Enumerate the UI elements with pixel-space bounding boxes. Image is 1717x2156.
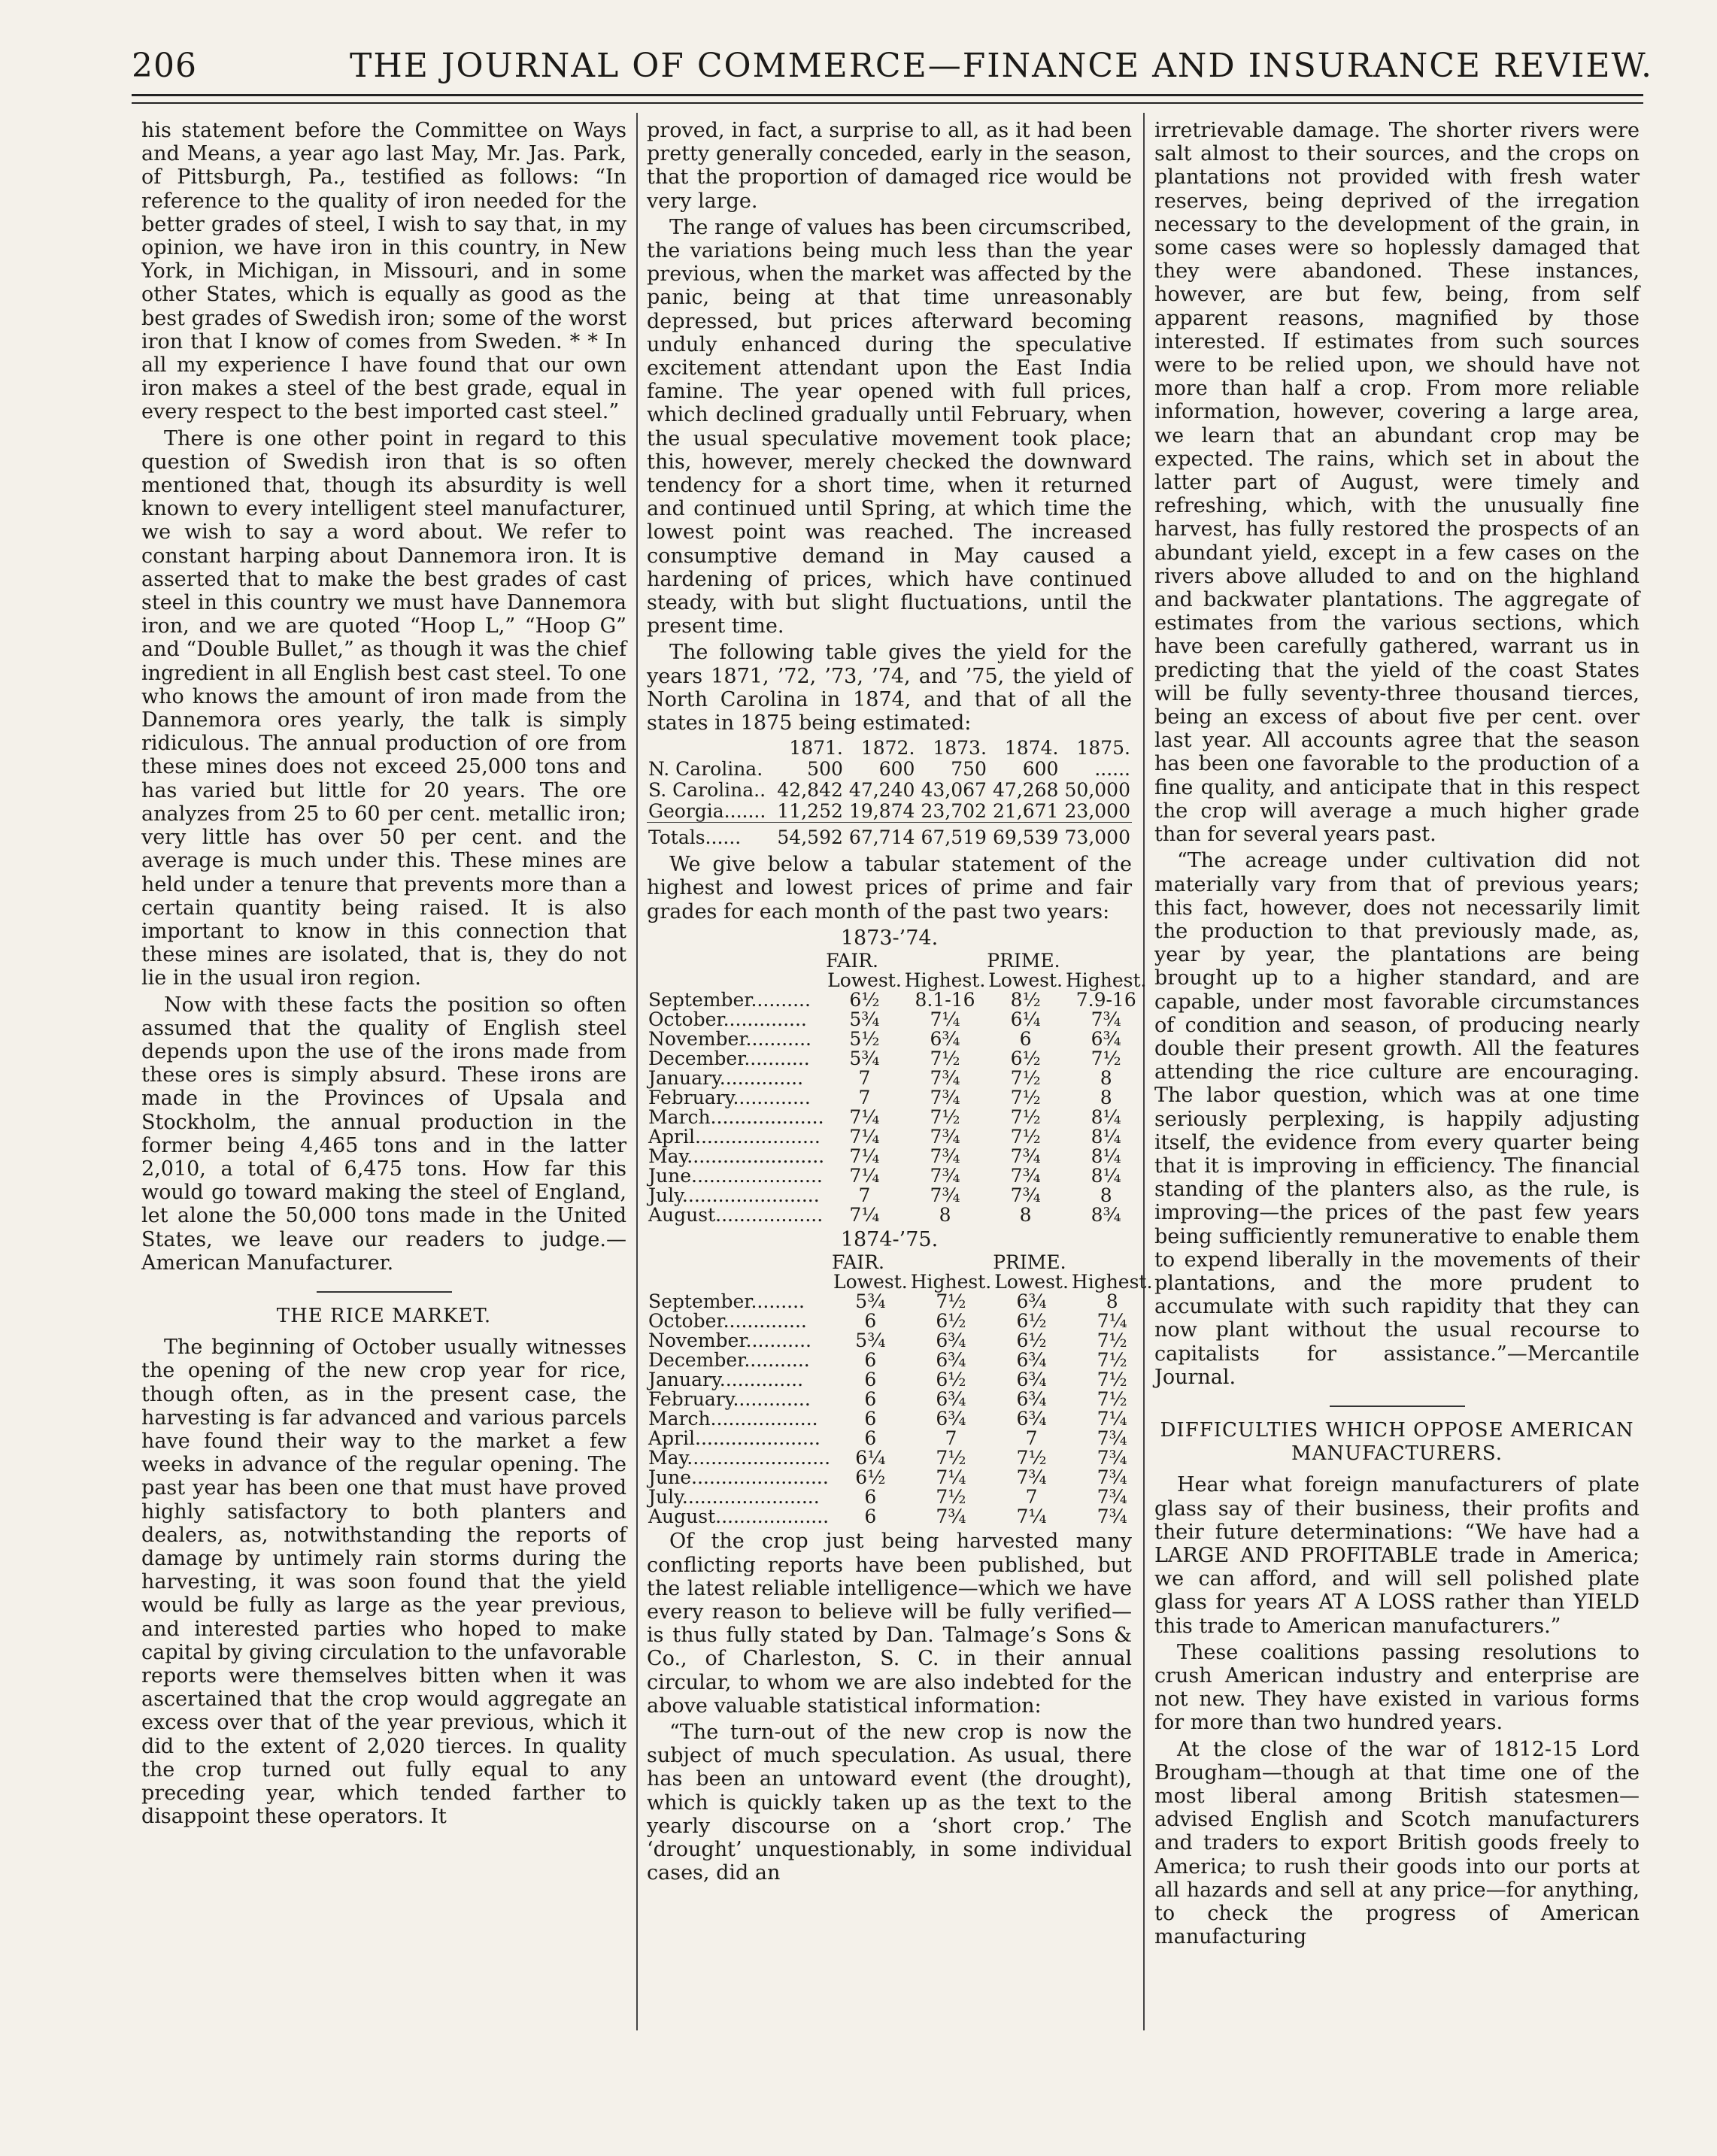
price-cell: 7¼	[1016, 1506, 1047, 1528]
price-table-1873-74	[647, 951, 1148, 1225]
table-row	[647, 801, 1132, 823]
paragraph: “The acreage under cultivation did not materially vary from that of previous years; this fact, however, does not necessarily limit the production to that previously made, as, year by year, the plantations are being brought up to a higher standard, and are capable, under most favorable circumstances of condition and season, of producing nearly double their present growth. All the features attending the rice culture are encouraging. The labor question, which was at one time seriously perplexing, is happily adjusting itself, the evidence from every quarter being that it is improving in efficiency. The financial standing of the planters also, as the rule, is improving—the prices of the past few years being sufficiently remunerative to enable them to expend liberally in the movements of their plantations, and the more prudent to accumulate with such rapidity that they can now plant without the usual recourse to capitalists for assistance.”—Mercantile Journal.	[1154, 849, 1640, 1389]
price-cell: 6½	[849, 989, 880, 1011]
price-cell: 7¾	[1010, 1184, 1041, 1207]
price-cell: 6	[864, 1349, 877, 1372]
price-cell: 6¾	[936, 1330, 966, 1352]
price-cell: 5¾	[855, 1330, 886, 1352]
cell: 19,874	[848, 800, 915, 823]
price-cell: 7½	[1097, 1330, 1127, 1352]
price-cell: 7	[945, 1427, 957, 1450]
price-cell: 8	[1100, 1087, 1112, 1109]
price-cell: 6¼	[855, 1447, 886, 1469]
table-row	[647, 1311, 1154, 1331]
price-cell: 7¼	[849, 1165, 880, 1187]
column-header: Lowest.	[833, 1271, 908, 1293]
cell: 600	[1022, 758, 1059, 781]
column-header: Highest.	[904, 969, 986, 992]
table-row	[647, 1029, 1148, 1049]
paragraph: Of the crop just being harvested many conflicting reports have been published, but the latest reliable intelligence—which we have every reason to believe will be fully verified—is thus fully stated by Dan. Talmage’s Sons & Co., of Charleston, S. C. in their annual circular, to whom we are also indebted for the above valuable statistical information:	[647, 1530, 1132, 1718]
price-cell: 7	[858, 1087, 871, 1109]
price-table-1874-75	[647, 1253, 1154, 1527]
cell: 42,842	[777, 779, 843, 802]
paragraph: The beginning of October usually witnesses the opening of the new crop year for rice, though often, as in the present case, the harvesting is far advanced and various parcels have found their way to the market a few weeks in advance of the regular opening. The past year has been one that must have proved highly satisfactory to both planters and dealers, as, notwithstanding the reports of damage by untimely rain storms during the harvesting, it was soon found that the yield would be fully as large as the year previous, and interested parties who hoped to make capital by giving circulation to the unfavorable reports were themselves bitten when it was ascertained that the crop would aggregate an excess over that of the year previous, which it did to the extent of 2,020 tierces. In quality the crop turned out fully equal to any preceding year, which tended farther to disappoint these operators. It	[141, 1336, 626, 1829]
table-row	[647, 1487, 1154, 1507]
month-label: August..................	[648, 1204, 824, 1227]
difficulties-heading: DIFFICULTIES WHICH OPPOSE AMERICAN MANUFACTURERS.	[1160, 1418, 1634, 1466]
column-header: Lowest.	[994, 1271, 1069, 1293]
prime-header: PRIME.	[993, 1251, 1066, 1274]
table-row	[647, 1049, 1148, 1069]
table-row	[647, 780, 1132, 801]
price-cell: 7¾	[930, 1165, 960, 1187]
price-cell: 5¾	[849, 1008, 880, 1031]
month-label: July.......................	[648, 1184, 820, 1207]
cell: 47,240	[848, 779, 915, 802]
header-rule-thin	[132, 102, 1643, 104]
price-cell: 7¼	[849, 1145, 880, 1168]
month-label: April.....................	[648, 1126, 821, 1148]
price-cell: 6	[864, 1427, 877, 1450]
month-label: February.............	[648, 1388, 811, 1411]
fair-header: FAIR.	[826, 950, 878, 972]
price-cell: 7¾	[930, 1067, 960, 1090]
price-cell: 7¾	[1097, 1466, 1127, 1489]
price-cell: 7½	[1091, 1048, 1121, 1070]
rice-market-heading: THE RICE MARKET.	[276, 1304, 492, 1327]
table-row	[647, 1370, 1154, 1390]
paragraph: “The turn-out of the new crop is now the subject of much speculation. As usual, there has been an untoward event (the drought), which is quickly taken up as the text to the yearly discourse on a ‘short crop.’ The ‘drought’ unquestionably, in some individual cases, did an	[647, 1720, 1132, 1885]
price-cell: 7¾	[930, 1087, 960, 1109]
price-cell: 7½	[1097, 1349, 1127, 1372]
price-cell: 7¾	[930, 1184, 960, 1207]
price-cell: 8¼	[1091, 1145, 1121, 1168]
price-cell: 7	[858, 1184, 871, 1207]
price-cell: 6¾	[1016, 1349, 1047, 1372]
cell: 50,000	[1064, 779, 1130, 802]
price-cell: 7¼	[936, 1466, 966, 1489]
month-label: May........................	[648, 1447, 831, 1469]
header-rule-thick	[132, 94, 1643, 96]
price-cell: 7	[858, 1067, 871, 1090]
price-cell: 7¾	[936, 1506, 966, 1528]
column-divider-1	[636, 113, 638, 2030]
cell: 750	[951, 758, 987, 781]
table-row	[647, 1448, 1154, 1468]
paragraph: Hear what foreign manufacturers of plate glass say of their business, their profits and their future determinations: “We have had a LARGE AND PROFITABLE trade in America; we can afford, and will sell polished plate glass for years AT A LOSS rather than YIELD this trade to American manufacturers.”	[1154, 1473, 1640, 1638]
column-header: Lowest.	[827, 969, 902, 992]
cell: 11,252	[777, 800, 843, 823]
table-row	[647, 990, 1148, 1010]
price-cell: 7¼	[849, 1204, 880, 1227]
table-row	[647, 1507, 1154, 1527]
price-cell: 6	[864, 1408, 877, 1430]
price-cell: 7½	[1010, 1067, 1041, 1090]
column-2	[647, 119, 1153, 1888]
price-cell: 8¼	[1091, 1106, 1121, 1129]
paragraph: The following table gives the yield for the years 1871, ’72, ’73, ’74, and ’75, the yield of North Carolina in 1874, and that of all the states in 1875 being estimated:	[647, 641, 1132, 735]
paragraph: There is one other point in regard to this question of Swedish iron that is so often mentioned that, though its absurdity is well known to every intelligent steel manufacturer, we wish to say a word about. We refer to constant harping about Dannemora iron. It is asserted that to make the best grades of cast steel in this country we must have Dannemora iron, and we are quoted “Hoop L,” “Hoop G” and “Double Bullet,” as though it was the chief ingredient in all English best cast steel. To one who knows the amount of iron made from the Dannemora ores yearly, the talk is simply ridiculous. The annual production of ore from these mines does not exceed 25,000 tons and has varied but little for 20 years. The ore analyzes from 25 to 60 per cent. metallic iron; very little has over 50 per cent. and the average is much under this. These mines are held under a tenure that prevents more than a certain quantity being raised. It is also important to know in this connection that these mines are isolated, that is, they do not lie in the usual iron region.	[141, 426, 626, 990]
row-label: N. Carolina.	[648, 758, 763, 781]
table-row	[647, 1069, 1148, 1088]
column-header: Highest.	[910, 1271, 992, 1293]
month-label: September..........	[648, 989, 811, 1011]
price-cell: 7¼	[849, 1106, 880, 1129]
season-title: 1874-’75.	[840, 1228, 939, 1252]
year-header: 1873.	[933, 737, 987, 760]
paragraph: irretrievable damage. The shorter rivers were salt almost to their sources, and the crops on plantations not provided with fresh water reserves, being deprived of the irregation necessary to the development of the grain, in some cases were so hoplessly damaged that they were abandoned. These instances, however, are but few, being, from self apparent reasons, magnified by those interested. If estimates from such sources were to be relied upon, we should have not more than half a crop. From more reliable information, however, covering a large area, we learn that an abundant crop may be expected. The rains, which set in about the latter part of August, were timely and refreshing, which, with the unusually fine harvest, has fully restored the prospects of an abundant yield, except in a few cases on the rivers above alluded to and on the highland and backwater plantations. The aggregate of estimates from the various sections, which have been carefully gathered, warrant us in predicting that the yield of the coast States will be fully seventy-three thousand tierces, being an excess of about five per cent. over last year. All accounts agree that the season has been one favorable to the production of a fine quality, and anticipate that in this respect the crop will average a much higher grade than for several years past.	[1154, 119, 1640, 847]
month-label: October..............	[648, 1310, 807, 1333]
table-row	[647, 1147, 1148, 1166]
page-number: 206	[132, 47, 197, 85]
paragraph: We give below a tabular statement of the highest and lowest prices of prime and fair grades for each month of the past two years:	[647, 853, 1132, 923]
rice-yield-table	[647, 738, 1132, 848]
column-1	[141, 119, 626, 1831]
table-row	[647, 1088, 1148, 1108]
price-cell: 6	[864, 1369, 877, 1391]
price-cell: 6½	[1016, 1310, 1047, 1333]
month-label: September.........	[648, 1290, 805, 1313]
price-cell: 7½	[1010, 1087, 1041, 1109]
price-cell: 7¼	[1097, 1310, 1127, 1333]
month-label: August...................	[648, 1506, 830, 1528]
column-header: Lowest.	[988, 969, 1063, 992]
price-cell: 6½	[855, 1466, 886, 1489]
price-cell: 7¾	[930, 1126, 960, 1148]
cell: 54,592	[772, 823, 845, 849]
table-row	[647, 1010, 1148, 1029]
cell: 67,714	[845, 823, 917, 849]
price-cell: 8	[1100, 1184, 1112, 1207]
price-cell: 7	[1025, 1427, 1038, 1450]
price-cell: 8¾	[1091, 1204, 1121, 1227]
column-3	[1154, 119, 1640, 1951]
price-cell: 6	[864, 1388, 877, 1411]
month-label: March...................	[648, 1106, 824, 1129]
cell: 73,000	[1060, 823, 1132, 849]
price-cell: 7½	[936, 1486, 966, 1509]
row-label: Georgia.......	[648, 800, 766, 823]
price-cell: 5¾	[855, 1290, 886, 1313]
price-cell: 7½	[1016, 1447, 1047, 1469]
paragraph: The range of values has been circumscribed, the variations being much less than the year previous, when the market was affected by the panic, being at that time unreasonably depressed, but prices afterward becoming unduly enhanced during the speculative excitement attendant upon the East India famine. The year opened with full prices, which declined gradually until February, when the usual speculative movement took place; this, however, merely checked the downward tendency for a short time, when it returned and continued until Spring, at which time the lowest point was reached. The increased consumptive demand in May caused a hardening of prices, which have continued steady, with but slight fluctuations, until the present time.	[647, 215, 1132, 638]
price-cell: 6¾	[1016, 1408, 1047, 1430]
price-cell: 7½	[1010, 1126, 1041, 1148]
price-cell: 6¾	[1091, 1028, 1121, 1051]
price-cell: 8	[939, 1204, 951, 1227]
cell: ......	[1094, 758, 1130, 781]
month-label: June......................	[648, 1165, 823, 1187]
price-cell: 7¾	[930, 1145, 960, 1168]
price-cell: 7¾	[1010, 1145, 1041, 1168]
price-cell: 7½	[930, 1106, 960, 1129]
cell: 21,671	[992, 800, 1059, 823]
price-cell: 8¼	[1091, 1126, 1121, 1148]
month-label: February.............	[648, 1087, 811, 1109]
paragraph: his statement before the Committee on Ways and Means, a year ago last May, Mr. Jas. Park, of Pittsburgh, Pa., testified as follows: “In reference to the quality of iron needed for the better grades of steel, I wish to say that, in my opinion, we have iron in this country, in New York, in Michigan, in Missouri, and in some other States, which is equally as good as the best grades of Swedish iron; some of the worst iron that I know of comes from Sweden. * * In all my experience I have found that our own iron makes a steel of the best grade, equal in every respect to the best imported cast steel.”	[141, 119, 626, 424]
price-cell: 6½	[1016, 1330, 1047, 1352]
season-title: 1873-’74.	[840, 926, 939, 950]
cell: 600	[878, 758, 915, 781]
prime-header: PRIME.	[987, 950, 1060, 972]
price-cell: 7¾	[1091, 1008, 1121, 1031]
table-row	[647, 1108, 1148, 1127]
journal-title: THE JOURNAL OF COMMERCE—FINANCE AND INSURANCE REVIEW.	[350, 47, 1654, 85]
fair-header: FAIR.	[832, 1251, 884, 1274]
cell: 47,268	[992, 779, 1059, 802]
price-cell: 8.1-16	[915, 989, 975, 1011]
month-label: December...........	[648, 1349, 810, 1372]
price-cell: 8	[1106, 1290, 1118, 1313]
month-label: January..............	[648, 1369, 804, 1391]
price-cell: 7¾	[1097, 1447, 1127, 1469]
price-cell: 6¾	[1016, 1290, 1047, 1313]
paragraph: These coalitions passing resolutions to crush American industry and enterprise are not new. They have existed in various forms for more than two hundred years.	[1154, 1640, 1640, 1735]
month-label: November...........	[648, 1330, 811, 1352]
price-cell: 7½	[936, 1447, 966, 1469]
cell: 500	[807, 758, 843, 781]
paragraph: At the close of the war of 1812-15 Lord Brougham—though at that time one of the most liberal among British statesmen—advised English and Scotch manufacturers and traders to export British goods freely to America; to rush their goods into our ports at all hazards and sell at any price—for anything, to check the progress of American manufacturing	[1154, 1737, 1640, 1949]
price-cell: 7.9-16	[1075, 989, 1136, 1011]
table-row	[647, 1205, 1148, 1225]
month-label: June.......................	[648, 1466, 829, 1489]
table-row	[647, 1186, 1148, 1205]
cell: 69,539	[988, 823, 1060, 849]
paragraph: Now with these facts the position so often assumed that the quality of English steel depends upon the use of the irons made from these ores is simply absurd. These irons are made in the Provinces of Upsala and Stockholm, the annual production in the former being 4,465 tons and in the latter 2,010, a total of 6,475 tons. How far this would go toward making the steel of England, let alone the 50,000 tons made in the United States, we leave our readers to judge.—American Manufacturer.	[141, 993, 626, 1275]
price-cell: 7¼	[930, 1008, 960, 1031]
price-rows	[647, 1292, 1154, 1527]
cell: 43,067	[921, 779, 987, 802]
row-label: Totals......	[647, 823, 772, 849]
table-row	[647, 1351, 1154, 1370]
totals-row	[647, 823, 1132, 849]
month-label: November...........	[648, 1028, 811, 1051]
price-cell: 7¾	[1097, 1506, 1127, 1528]
price-cell: 6	[864, 1486, 877, 1509]
price-cell: 6½	[936, 1310, 966, 1333]
price-cell: 7¾	[1016, 1466, 1047, 1489]
table-row	[647, 1468, 1154, 1487]
page-header	[132, 47, 1654, 92]
price-cell: 7½	[936, 1290, 966, 1313]
table-row	[647, 1390, 1154, 1409]
column-header: Highest.	[1065, 969, 1147, 992]
year-header: 1872.	[860, 737, 915, 760]
year-header: 1875.	[1076, 737, 1130, 760]
price-cell: 7¼	[849, 1126, 880, 1148]
column-header: Highest.	[1071, 1271, 1153, 1293]
section-rule	[1330, 1405, 1465, 1407]
price-cell: 7¾	[1010, 1165, 1041, 1187]
year-header: 1874.	[1004, 737, 1059, 760]
price-cell: 6¾	[1016, 1388, 1047, 1411]
table-row	[647, 1429, 1154, 1448]
month-label: October..............	[648, 1008, 807, 1031]
month-label: December...........	[648, 1048, 810, 1070]
month-label: April.....................	[648, 1427, 821, 1450]
price-cell: 7¾	[1097, 1427, 1127, 1450]
price-rows	[647, 990, 1148, 1225]
price-cell: 7¾	[1097, 1486, 1127, 1509]
table-row	[647, 759, 1132, 780]
price-cell: 7½	[930, 1048, 960, 1070]
price-cell: 8½	[1010, 989, 1041, 1011]
price-cell: 7	[1025, 1486, 1038, 1509]
price-cell: 8	[1019, 1204, 1032, 1227]
price-cell: 5½	[849, 1028, 880, 1051]
price-cell: 6	[864, 1310, 877, 1333]
paragraph: proved, in fact, a surprise to all, as it had been pretty generally conceded, early in the season, that the proportion of damaged rice would be very large.	[647, 119, 1132, 213]
price-cell: 7½	[1010, 1106, 1041, 1129]
month-label: May.......................	[648, 1145, 825, 1168]
section-rule	[317, 1291, 452, 1293]
cell: 23,000	[1064, 800, 1130, 823]
price-cell: 6¾	[936, 1349, 966, 1372]
price-cell: 6¼	[1010, 1008, 1041, 1031]
table-row	[647, 1292, 1154, 1311]
price-cell: 7½	[1097, 1388, 1127, 1411]
price-cell: 8¼	[1091, 1165, 1121, 1187]
price-cell: 7½	[1097, 1369, 1127, 1391]
price-cell: 6¾	[930, 1028, 960, 1051]
price-cell: 6¾	[936, 1408, 966, 1430]
table-row	[647, 1166, 1148, 1186]
month-label: January..............	[648, 1067, 804, 1090]
price-cell: 6	[1019, 1028, 1032, 1051]
cell: 23,702	[921, 800, 987, 823]
price-cell: 6½	[936, 1369, 966, 1391]
price-cell: 7¼	[1097, 1408, 1127, 1430]
cell: 67,519	[916, 823, 988, 849]
month-label: March..................	[648, 1408, 818, 1430]
price-cell: 6¾	[1016, 1369, 1047, 1391]
price-cell: 8	[1100, 1067, 1112, 1090]
year-header: 1871.	[789, 737, 843, 760]
month-label: July.......................	[648, 1486, 820, 1509]
table-row	[647, 1331, 1154, 1351]
table-row	[647, 1409, 1154, 1429]
price-cell: 6¾	[936, 1388, 966, 1411]
price-cell: 5¾	[849, 1048, 880, 1070]
table-row	[647, 1127, 1148, 1147]
price-cell: 6	[864, 1506, 877, 1528]
row-label: S. Carolina..	[648, 779, 766, 802]
price-cell: 6½	[1010, 1048, 1041, 1070]
